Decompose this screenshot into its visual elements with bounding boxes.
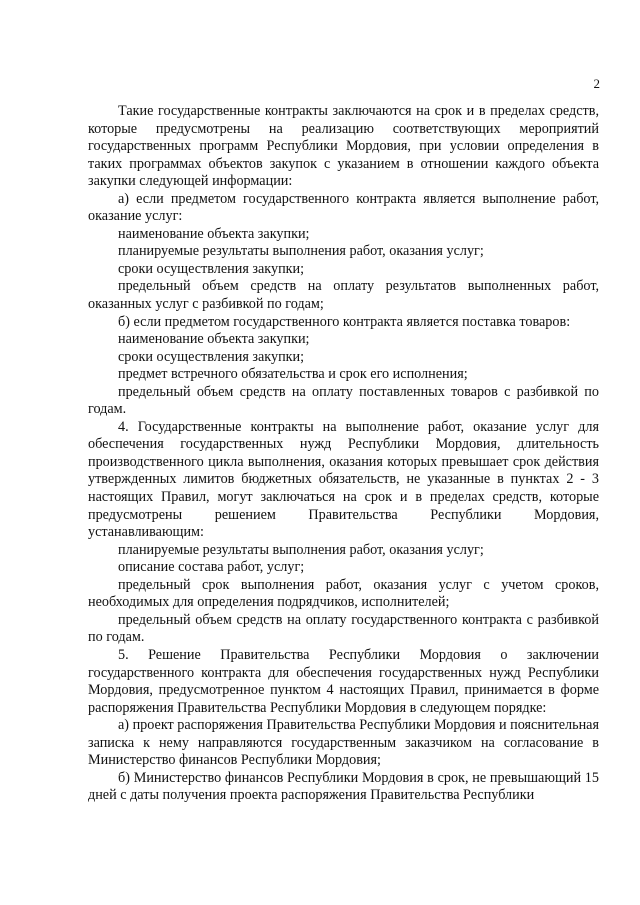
paragraph: 4. Государственные контракты на выполнение работ, оказание услуг для обеспечения государственных нужд Республики Мордовия, длительность производственного цикла выполнения, оказания которых превышает срок действия утвержденных лимитов бюджетных обязательств, не указанные в пунктах 2 - 3 настоящих Правил, могут заключаться на срок и в пределах средств, которые предусмотрены решением Правительства Республики Мордовия, устанавливающим: xyxy=(88,418,599,541)
paragraph: наименование объекта закупки; xyxy=(118,225,310,242)
page-number: 2 xyxy=(593,76,600,91)
paragraph: наименование объекта закупки; xyxy=(118,331,310,348)
paragraph: предельный объем средств на оплату поставленных товаров с разбивкой по годам. xyxy=(88,383,599,418)
paragraph: б) если предметом государственного контракта является поставка товаров: xyxy=(118,313,571,330)
paragraph: описание состава работ, услуг; xyxy=(118,559,305,576)
paragraph: предмет встречного обязательства и срок его исполнения; xyxy=(118,366,468,383)
paragraph: сроки осуществления закупки; xyxy=(118,348,305,365)
paragraph: планируемые результаты выполнения работ, оказания услуг; xyxy=(118,243,484,260)
paragraph: предельный срок выполнения работ, оказания услуг с учетом сроков, необходимых для определения подрядчиков, исполнителей; xyxy=(88,576,599,611)
paragraph: планируемые результаты выполнения работ, оказания услуг; xyxy=(118,541,484,558)
paragraph: предельный объем средств на оплату государственного контракта с разбивкой по годам. xyxy=(88,611,599,646)
document-body xyxy=(88,103,599,805)
paragraph: Такие государственные контракты заключаются на срок и в пределах средств, которые предусмотрены на реализацию соответствующих мероприятий государственных программ Республики Мордовия, при условии определения в таких программах объектов закупок с указанием в отношении каждого объекта закупки следующей информации: xyxy=(88,103,599,190)
paragraph: а) проект распоряжения Правительства Республики Мордовия и пояснительная записка к нему направляются государственным заказчиком на согласование в Министерство финансов Республики Мордовия; xyxy=(88,717,599,769)
paragraph: сроки осуществления закупки; xyxy=(118,260,305,277)
paragraph: предельный объем средств на оплату результатов выполненных работ, оказанных услуг с разбивкой по годам; xyxy=(88,278,599,313)
paragraph: б) Министерство финансов Республики Мордовия в срок, не превышающий 15 дней с даты получения проекта распоряжения Правительства Республики xyxy=(88,769,599,804)
paragraph: а) если предметом государственного контракта является выполнение работ, оказание услуг: xyxy=(88,190,599,225)
paragraph: 5. Решение Правительства Республики Мордовия о заключении государственного контракта для обеспечения государственных нужд Республики Мордовия, предусмотренное пунктом 4 настоящих Правил, принимается в форме распоряжения Правительства Республики Мордовия в следующем порядке: xyxy=(88,646,599,716)
